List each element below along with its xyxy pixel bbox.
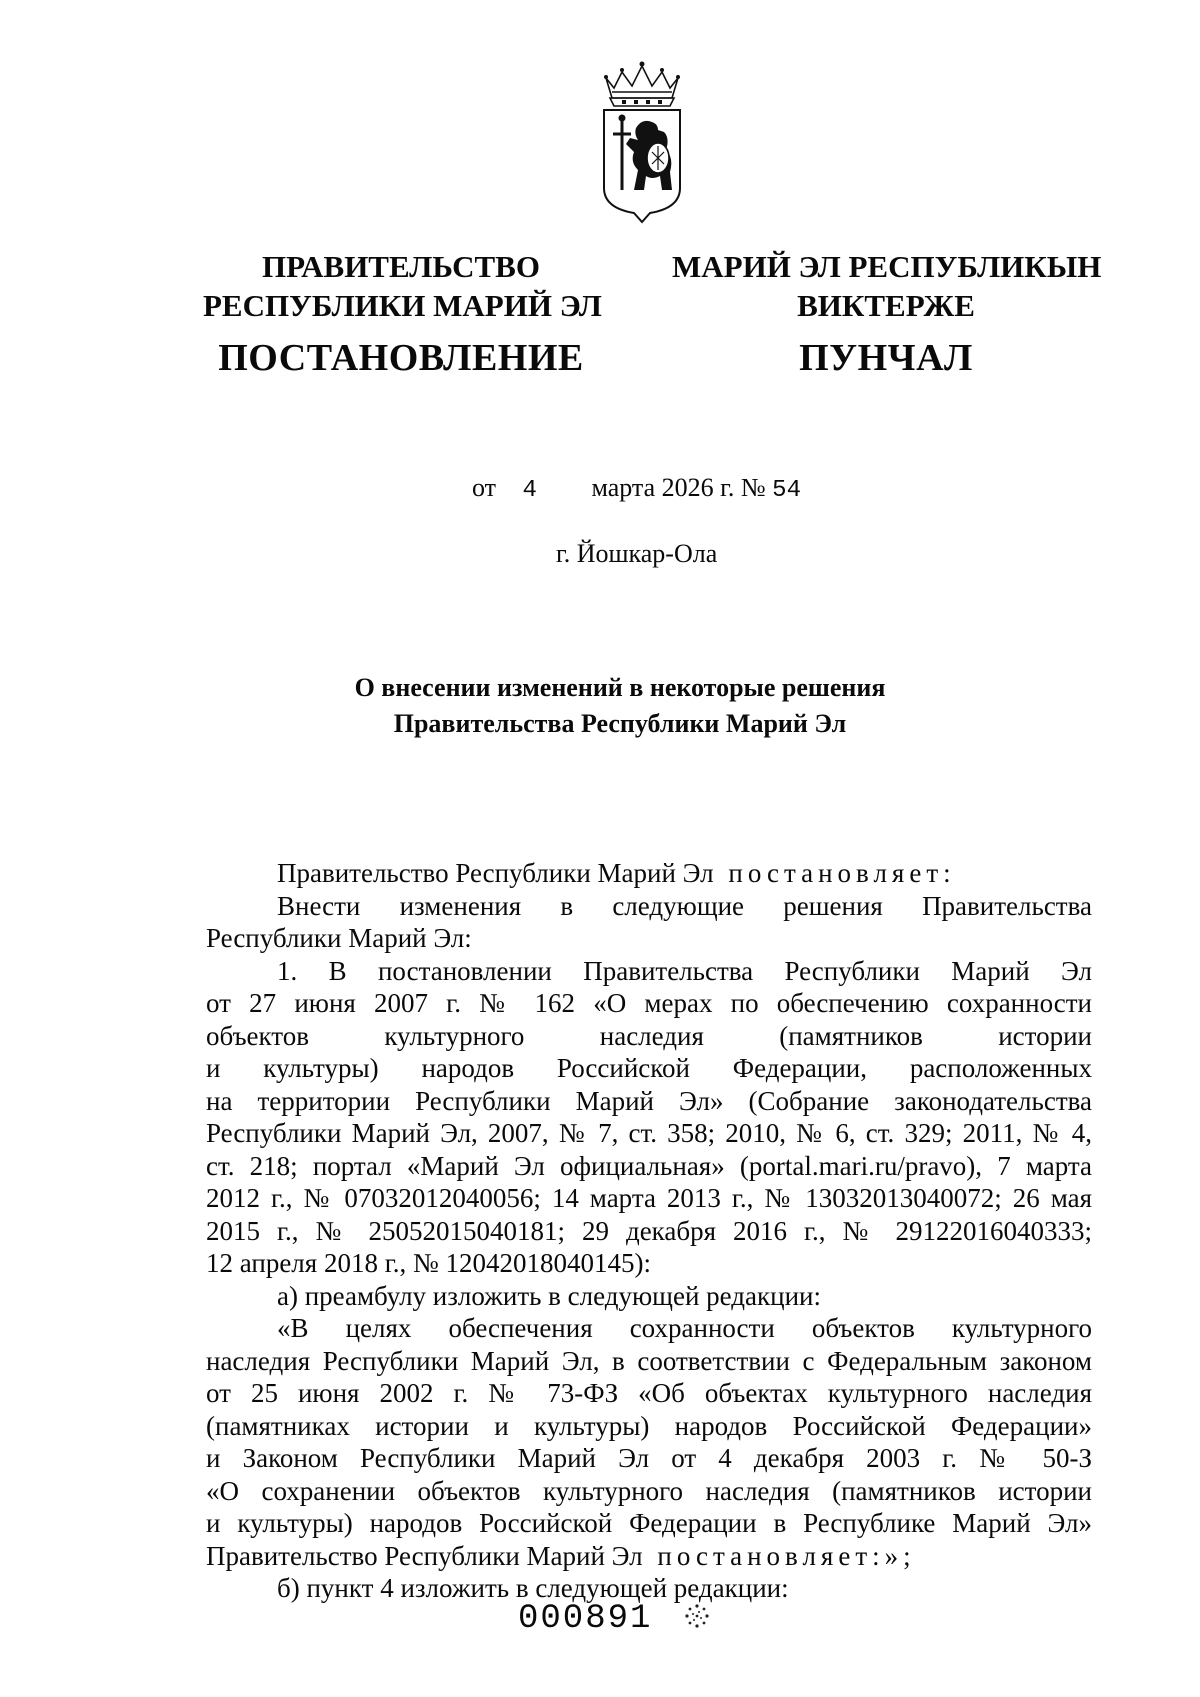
quote-line: «В целях обеспечения сохранности объектов культурного [277, 1313, 1092, 1343]
body-line: Республики Марий Эл, 2007, № 7, ст. 358; 2010, № 6, ст. 329; 2011, № 4, [206, 1118, 1092, 1148]
document-footer [518, 1600, 710, 1638]
org-name-russian-line1: ПРАВИТЕЛЬСТВО [262, 249, 540, 284]
quote-line: от 25 июня 2002 г. № 73-ФЗ «Об объектах культурного наследия [206, 1378, 1092, 1408]
body-spaced-verb: постановляет:»; [657, 1540, 916, 1571]
body-line: ст. 218; портал «Марий Эл официальная» (portal.mari.ru/pravo), 7 марта [206, 1150, 1092, 1181]
title-line2: Правительства Республики Марий Эл [393, 709, 847, 738]
scattered-dots-mark-icon [684, 1603, 710, 1629]
body-word: изменения [399, 890, 522, 921]
document-city: г. Йошкар-Ола [556, 539, 718, 568]
form-serial-number: 000891 [518, 1600, 653, 1638]
quote-line: (памятниках истории и культуры) народов Российской Федерации» [206, 1410, 1092, 1441]
date-month-year: марта 2026 г. № [591, 473, 766, 502]
header-right-block [672, 247, 1100, 382]
body-text: Правительство Республики Марий Эл [206, 1540, 643, 1571]
document-title [240, 670, 1000, 742]
document-body [206, 857, 1092, 1605]
date-prefix: от [472, 473, 497, 502]
mari-el-coat-of-arms-icon [600, 58, 684, 228]
org-name-russian-line2: РЕСПУБЛИКИ МАРИЙ ЭЛ [203, 288, 602, 323]
org-name-mari-line1: МАРИЙ ЭЛ РЕСПУБЛИКЫН [672, 249, 1102, 284]
doc-type-mari: ПУНЧАЛ [799, 337, 973, 379]
document-number: 54 [772, 477, 801, 504]
body-line: объектов культурного наследия (памятников истории [206, 1020, 1092, 1051]
body-line: Республики Марий Эл: [206, 923, 472, 953]
header-left-block [203, 247, 602, 382]
org-name-mari-line2: ВИКТЕРЖЕ [797, 288, 975, 323]
title-line1: О внесении изменений в некоторые решения [354, 673, 886, 702]
body-line: 2012 г., № 07032012040056; 14 марта 2013 г., № 13032013040072; 26 мая [206, 1183, 1092, 1213]
body-word: Правительства [922, 890, 1092, 921]
body-paragraph [206, 857, 1092, 890]
body-line: от 27 июня 2007 г. № 162 «О мерах по обеспечению сохранности [206, 988, 1092, 1018]
body-word: в [560, 890, 574, 921]
quote-line: и Законом Республики Марий Эл от 4 декабря 2003 г. № 50-З [206, 1443, 1092, 1473]
quote-line: и культуры) народов Российской Федерации в Республике Марий Эл» [206, 1508, 1092, 1538]
doc-type-russian: ПОСТАНОВЛЕНИЕ [218, 337, 584, 379]
body-word: Внести [277, 890, 361, 921]
body-word: решения [783, 890, 883, 921]
quote-line: наследия Республики Марий Эл, в соответствии с Федеральным законом [206, 1345, 1092, 1376]
body-line: 2015 г., № 25052015040181; 29 декабря 2016 г., № 29122016040333; [206, 1215, 1092, 1246]
document-dateline [472, 473, 801, 504]
body-text: Правительство Республики Марий Эл [277, 858, 714, 888]
body-line: на территории Республики Марий Эл» (Собрание законодательства [206, 1085, 1092, 1116]
date-day: 4 [522, 477, 537, 504]
body-line: и культуры) народов Российской Федерации, расположенных [206, 1053, 1092, 1083]
body-line: а) преамбулу изложить в следующей редакции: [277, 1280, 821, 1311]
quote-line [206, 1540, 1092, 1573]
body-word: следующие [612, 890, 745, 921]
body-line: 12 апреля 2018 г., № 12042018040145): [206, 1248, 651, 1278]
quote-line: «О сохранении объектов культурного наследия (памятников истории [206, 1475, 1092, 1506]
body-line: 1. В постановлении Правительства Республики Марий Эл [277, 955, 1092, 986]
body-spaced-verb: постановляет: [728, 858, 956, 888]
body-line: б) пункт 4 изложить в следующей редакции: [277, 1573, 789, 1603]
body-paragraph [206, 890, 1092, 923]
